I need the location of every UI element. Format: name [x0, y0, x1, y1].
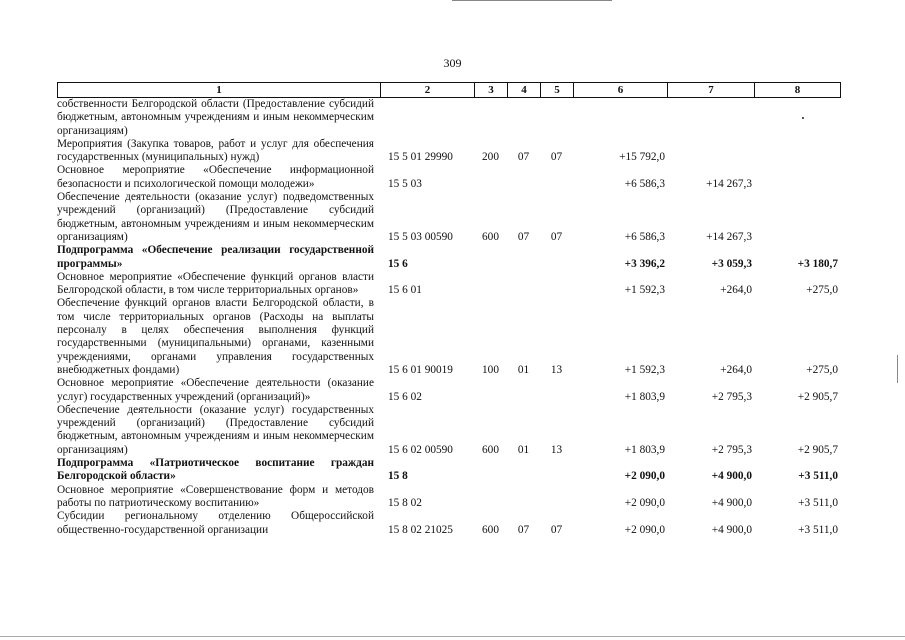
row-name: Субсидии региональному отделению Общероссийской общественно-государственной организации [57, 510, 374, 536]
row-col-3 [474, 98, 507, 138]
scan-artifact-top [452, 0, 612, 1]
row-value-8: +275,0 [806, 363, 838, 376]
header-col-6: 6 [574, 83, 668, 98]
header-col-7: 7 [668, 83, 755, 98]
row-code: 15 6 02 [388, 390, 422, 403]
row-value-6: +2 090,0 [624, 523, 665, 536]
header-col-5: 5 [541, 83, 574, 98]
row-value-8: +275,0 [806, 284, 838, 297]
row-col-3 [474, 457, 507, 484]
row-code: 15 5 03 [388, 177, 422, 190]
row-col-5: 07 [550, 230, 563, 243]
row-value-6: +2 090,0 [624, 496, 665, 509]
table-row [57, 138, 840, 165]
row-col-5: 07 [550, 151, 563, 164]
row-col-3: 600 [482, 443, 499, 456]
table-row [57, 271, 840, 298]
row-col-5: 13 [550, 363, 563, 376]
row-value-7: +2 795,3 [711, 390, 752, 403]
row-value-7: +264,0 [720, 363, 752, 376]
row-value-7 [667, 138, 754, 165]
table-row [57, 510, 840, 537]
row-code: 15 5 03 00590 [388, 230, 453, 243]
row-value-6: +1 592,3 [624, 284, 665, 297]
row-col-5 [540, 98, 573, 138]
row-value-6: +3 396,2 [624, 257, 665, 270]
row-name: Мероприятия (Закупка товаров, работ и услуг для обеспечения государственных (муниципальных) нужд) [57, 137, 374, 164]
budget-table [57, 98, 840, 537]
row-value-6: +15 792,0 [619, 151, 665, 164]
row-col-5: 07 [550, 523, 563, 536]
row-code [380, 98, 474, 138]
row-value-7 [667, 98, 754, 138]
scan-artifact-bottom [0, 636, 905, 637]
row-name: Основное мероприятие «Обеспечение информационной безопасности и психологической помощи молодежи» [57, 164, 374, 190]
table-row [57, 244, 840, 271]
row-col-5 [540, 244, 573, 271]
row-value-8: +3 511,0 [798, 470, 838, 483]
row-col-3 [474, 377, 507, 404]
row-code: 15 6 [388, 257, 408, 270]
row-code: 15 8 02 21025 [388, 523, 453, 536]
table-row [57, 404, 840, 457]
row-col-4 [507, 244, 540, 271]
row-col-4: 01 [517, 443, 530, 456]
row-value-7: +14 267,3 [706, 177, 752, 190]
row-col-4 [507, 98, 540, 138]
row-col-3 [474, 244, 507, 271]
header-col-2: 2 [381, 83, 475, 98]
table-row [57, 377, 840, 404]
row-value-7: +4 900,0 [711, 496, 752, 509]
row-code: 15 8 02 [388, 496, 422, 509]
row-name: Подпрограмма «Обеспечение реализации государственной программы» [57, 244, 374, 270]
row-col-3 [474, 271, 507, 298]
row-col-3: 600 [482, 230, 499, 243]
row-value-7: +4 900,0 [711, 470, 752, 483]
header-col-3: 3 [475, 83, 508, 98]
row-value-8: +2 905,7 [797, 443, 838, 456]
row-code: 15 5 01 29990 [388, 151, 453, 164]
row-value-6: +6 586,3 [624, 230, 665, 243]
header-row [58, 83, 841, 98]
row-name: собственности Белгородской области (Предоставление субсидий бюджетным, автономным учреждениям и иным некоммерческим организациям) [57, 98, 374, 137]
row-col-5 [540, 457, 573, 484]
row-value-7: +264,0 [720, 284, 752, 297]
row-value-6 [573, 98, 667, 138]
row-name: Основное мероприятие «Совершенствование форм и методов работы по патриотическому воспитанию» [57, 483, 374, 509]
row-value-8 [754, 191, 840, 244]
row-value-6: +1 803,9 [624, 390, 665, 403]
row-col-3 [474, 484, 507, 511]
row-name: Основное мероприятие «Обеспечение деятельности (оказание услуг) государственных учреждений (организаций)» [57, 377, 374, 403]
row-code: 15 6 01 90019 [388, 363, 453, 376]
row-col-5 [540, 377, 573, 404]
row-col-4: 07 [517, 151, 530, 164]
row-col-4 [507, 457, 540, 484]
row-col-4 [507, 484, 540, 511]
row-col-3: 200 [482, 151, 499, 164]
table-row [57, 484, 840, 511]
row-col-3: 600 [482, 523, 499, 536]
row-name: Обеспечение функций органов власти Белгородской области, в том числе территориальных органов (Расходы на выплаты персоналу в целях обеспечения выполнения функций государственными (муниципальными) органами, казенными учреждениями, органами управления государственных внебюджетных фондами) [57, 297, 374, 376]
scan-artifact-right [897, 355, 898, 383]
table-row [57, 191, 840, 244]
row-value-6: +6 586,3 [624, 177, 665, 190]
row-value-7: +14 267,3 [706, 230, 752, 243]
row-value-8: +3 180,7 [797, 257, 838, 270]
row-col-5 [540, 271, 573, 298]
row-col-4: 07 [517, 230, 530, 243]
row-code: 15 6 02 00590 [388, 443, 453, 456]
table-row [57, 164, 840, 191]
row-value-8 [754, 164, 840, 191]
table-header [57, 82, 841, 98]
table-row [57, 297, 840, 377]
row-col-4 [507, 271, 540, 298]
row-col-5 [540, 484, 573, 511]
header-col-4: 4 [508, 83, 541, 98]
row-value-6: +1 803,9 [624, 443, 665, 456]
row-name: Обеспечение деятельности (оказание услуг) подведомственных учреждений (организаций) (Предоставление субсидий бюджетным, автономным учреждениям и иным некоммерческим организациям) [57, 191, 374, 243]
row-value-7: +3 059,3 [711, 257, 752, 270]
row-col-5: 13 [550, 443, 563, 456]
row-code: 15 8 [388, 470, 408, 483]
row-value-8 [754, 138, 840, 165]
page-number: 309 [443, 56, 462, 70]
row-col-4 [507, 377, 540, 404]
row-col-4 [507, 164, 540, 191]
row-value-8: +3 511,0 [798, 523, 838, 536]
row-value-6: +1 592,3 [624, 363, 665, 376]
table-row [57, 457, 840, 484]
header-col-8: 8 [755, 83, 841, 98]
row-col-3: 100 [482, 363, 499, 376]
row-code: 15 6 01 [388, 284, 422, 297]
row-col-4: 01 [517, 363, 530, 376]
row-value-7: +4 900,0 [711, 523, 752, 536]
row-name: Обеспечение деятельности (оказание услуг) государственных учреждений (организаций) (Предоставление субсидий бюджетным, автономным учреждениям и иным некоммерческим организациям) [57, 403, 374, 456]
table-row [57, 98, 840, 138]
row-col-3 [474, 164, 507, 191]
row-col-4: 07 [517, 523, 530, 536]
header-col-1: 1 [58, 83, 381, 98]
row-col-5 [540, 164, 573, 191]
row-name: Подпрограмма «Патриотическое воспитание граждан Белгородской области» [57, 457, 374, 483]
row-value-7: +2 795,3 [711, 443, 752, 456]
row-name: Основное мероприятие «Обеспечение функций органов власти Белгородской области, в том числе территориальных органов» [57, 270, 374, 297]
row-value-8 [754, 98, 840, 138]
row-value-8: +2 905,7 [797, 390, 838, 403]
row-value-8: +3 511,0 [798, 496, 838, 509]
row-value-6: +2 090,0 [624, 470, 665, 483]
